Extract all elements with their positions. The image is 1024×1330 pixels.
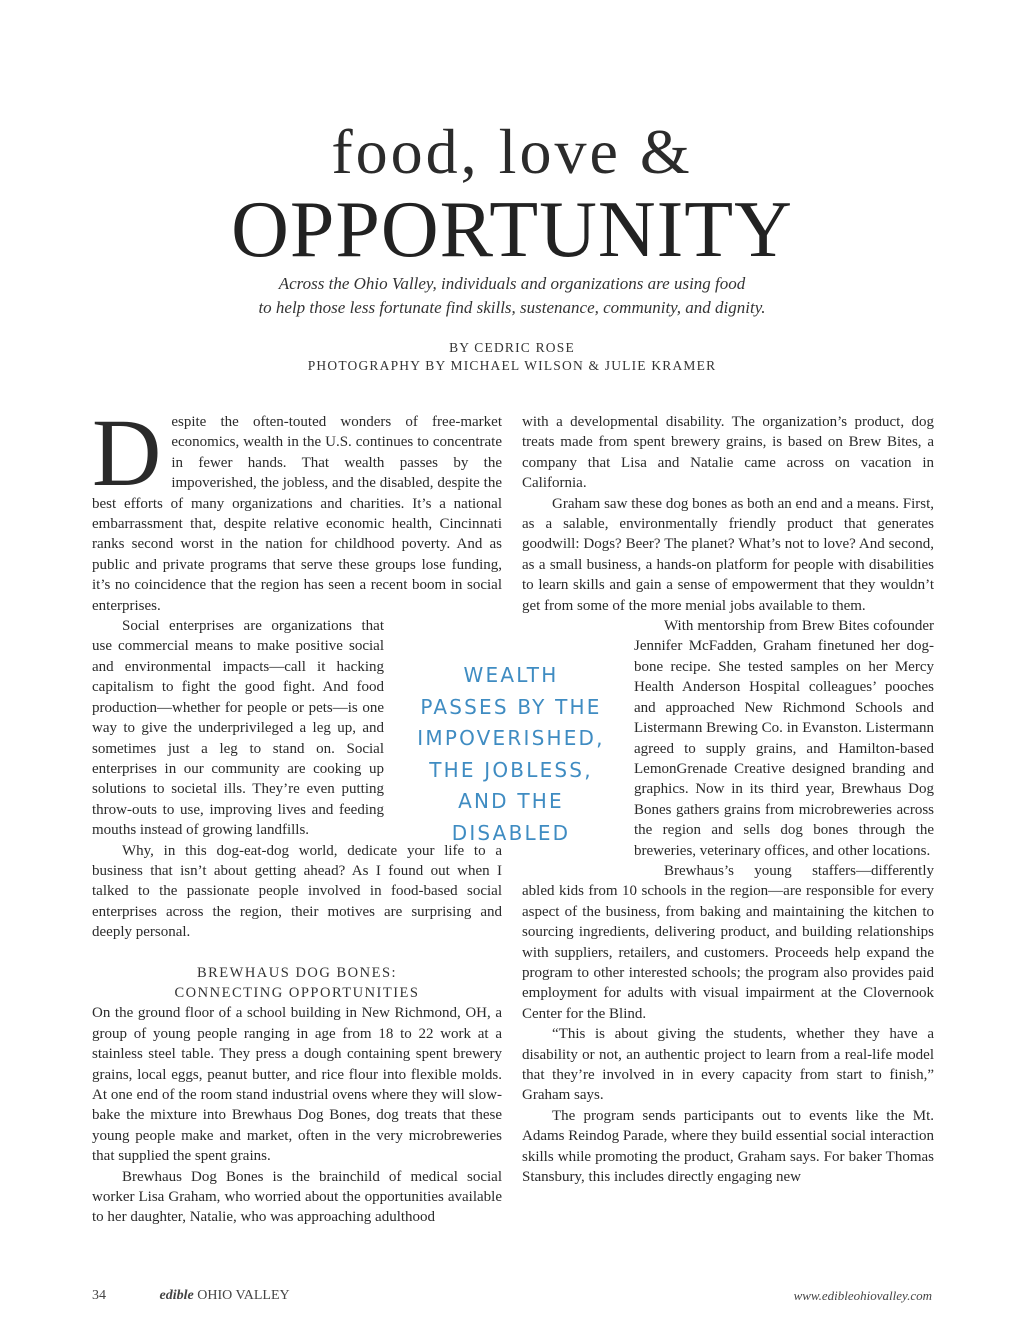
paragraph: On the ground floor of a school building in New Richmond, OH, a group of young people ranging in age from 18 to 22 work at a stainless steel table. They press a dough containing spent brewery grains, local eggs, peanut butter, and rice flour into flexible molds. At one end of the room stand industrial ovens where they will slow-bake the mixture into Brewhaus Dog Bones, dog treats that these young people make and market, often in the very microbreweries that supplied the spent grains. — [92, 1005, 502, 1165]
byline — [0, 339, 1024, 375]
footer-left — [92, 1288, 290, 1304]
pull-quote-line: PASSES BY THE — [420, 694, 602, 719]
section-subhead — [92, 963, 502, 1004]
brand-region: OHIO VALLEY — [197, 1288, 290, 1303]
paragraph: “This is about giving the students, whether they have a disability or not, an authentic project to learn from a real-life model that they’re involved in in every capacity from start to finish,” Graham says. — [522, 1026, 934, 1104]
pull-quote-line: IMPOVERISHED, — [417, 726, 605, 750]
subtitle-line: to help those less fortunate find skills, sustenance, community, and dignity. — [258, 298, 766, 317]
drop-cap: D — [92, 399, 162, 506]
paragraph: The program sends participants out to events like the Mt. Adams Reindog Parade, where they build essential social interaction skills while promoting the product, Graham says. For baker Thomas Stansbury, this includes directly engaging new — [522, 1107, 934, 1186]
paragraph — [92, 399, 502, 616]
paragraph: With mentorship from Brew Bites cofounder Jennifer McFadden, Graham finetuned her dog-bone recipe. She tested samples on her Mercy Health Anderson Hospital colleagues’ pooches and approached New Richmond Schools and Listermann Brewing Co. in Evanston. Listermann agreed to supply grains, and Hamilton-based LemonGrenade Creative designed branding and graphics. Now in its third year, Brewhaus Dog Bones gathers grains from microbreweries across the region and sells dog bones through the breweries, veterinary offices, and other locations. — [634, 618, 934, 859]
pull-quote — [395, 660, 627, 849]
subhead-line: BREWHAUS DOG BONES: — [196, 964, 398, 981]
page-title: OPPORTUNITY — [231, 186, 793, 274]
pull-quote-line: WEALTH — [463, 663, 559, 687]
subtitle-line: Across the Ohio Valley, individuals and organizations are using food — [278, 274, 746, 293]
website-url[interactable]: www.edibleohiovalley.com — [793, 1288, 932, 1303]
paragraph: with a developmental disability. The organization’s product, dog treats made from spent brewery grains, is based on Brew Bites, a company that Lisa and Natalie came across on vacation in California. — [522, 414, 934, 492]
page-number: 34 — [92, 1288, 106, 1303]
subtitle — [0, 272, 1024, 320]
paragraph: Graham saw these dog bones as both an end and a means. First, as a salable, environmentally friendly product that generates goodwill: Dogs? Beer? The planet? What’s not to love? And second, as a small business, a hands-on platform for people with disabilities to learn skills and gain a sense of empowerment that they wouldn’t get from some of the more menial jobs available to them. — [522, 495, 934, 614]
title-top: food, love & — [331, 116, 693, 187]
brand-logo-text: edible — [159, 1288, 194, 1303]
author-credit: BY CEDRIC ROSE — [449, 340, 575, 355]
subhead-line: CONNECTING OPPORTUNITIES — [174, 984, 420, 1001]
pull-quote-line: THE JOBLESS, — [429, 757, 593, 782]
paragraph: Social enterprises are organizations that use commercial means to make positive social and environmental impacts—call it hacking capitalism to fight the good fight. And food production—whether for people or pets—is one way to give the underprivileged a leg up, and sometimes just a leg to stand on. Social enterprises in our community are cooking up solutions to societal ills. They’re even putting throw-outs to use, improving lives and feeding mouths instead of growing landfills. — [92, 618, 384, 839]
paragraph: Brewhaus’s young staffers—differently abled kids from 10 schools in the region—are responsible for every aspect of the business, from baking and maintaining the kitchen to sourcing ingredients, delivering product, and building relationships with suppliers, retailers, and customers. Proceeds help expand the program to other interested schools; the program also provides paid employment for adults with visual impairment at the Clovernook Center for the Blind. — [522, 862, 934, 1022]
photo-credit: PHOTOGRAPHY BY MICHAEL WILSON & JULIE KRAMER — [307, 358, 717, 373]
paragraph: Brewhaus Dog Bones is the brainchild of medical social worker Lisa Graham, who worried about the opportunities available to her daughter, Natalie, who was approaching adulthood — [92, 1168, 502, 1226]
pull-quote-line: AND THE — [458, 789, 564, 813]
paragraph: Why, in this dog-eat-dog world, dedicate your life to a business that isn’t about getting ahead? As I found out when I talked to the passionate people involved in food-based social enterprises across the region, their motives are surprising and deeply personal. — [92, 842, 502, 941]
paragraph-text: espite the often-touted wonders of free-market economics, wealth in the U.S. continues to concentrate in fewer hands. That wealth passes by the impoverished, the jobless, and the disabled, despite the best efforts of many organizations and charities. It’s a national embarrassment that, despite relative economic health, Cincinnati ranks second worst in the nation for childhood poverty. And as public and private programs that serve these groups lose funding, it’s no coincidence that the region has seen a recent boom in social enterprises. — [92, 414, 502, 614]
pull-quote-line: DISABLED — [451, 820, 571, 845]
